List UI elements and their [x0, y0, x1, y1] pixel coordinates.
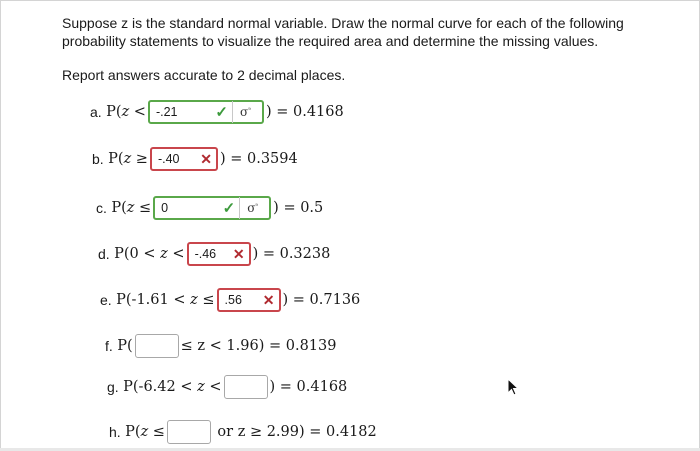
problem-prefix: P(-1.61 < [116, 292, 191, 308]
problem-d [98, 241, 330, 267]
problem-a [90, 99, 344, 125]
problem-prefix: P( [111, 200, 127, 216]
answer-value: .56 [224, 293, 242, 307]
answer-value: -.40 [157, 152, 180, 166]
problem-e [100, 287, 360, 313]
problem-label: d. [98, 246, 110, 262]
answer-input-e[interactable] [217, 288, 281, 312]
problem-h [109, 419, 377, 445]
problem-after: or z ≥ 2.99) = 0.4182 [217, 424, 377, 440]
problem-inequality: z ≥ [123, 151, 148, 167]
problem-inequality: z ≤ [140, 424, 165, 440]
problem-f [105, 333, 336, 359]
problem-label: e. [100, 292, 112, 308]
problem-suffix: ) = 0.4168 [269, 379, 348, 395]
problem-prefix: P( [108, 151, 124, 167]
problem-label: b. [92, 151, 104, 167]
cross-icon: ✕ [262, 291, 275, 308]
problem-label: c. [96, 200, 107, 216]
answer-input-b[interactable] [150, 147, 218, 171]
answer-value: -.46 [194, 247, 217, 261]
problem-suffix: ) = 0.4168 [265, 104, 344, 120]
problem-prefix: P(0 < [114, 246, 161, 262]
answer-input-g[interactable] [224, 375, 268, 399]
problem-label: a. [90, 104, 102, 120]
cross-icon: ✕ [200, 150, 212, 167]
answer-value: -.21 [155, 105, 178, 119]
problem-suffix: ) = 0.3238 [252, 246, 331, 262]
problem-prefix: P( [106, 104, 122, 120]
cross-icon: ✕ [232, 245, 245, 262]
sigma-icon[interactable]: σ $^ᵃ$ [239, 197, 265, 219]
problem-after: ≤ z < 1.96) = 0.8139 [180, 338, 337, 354]
problem-b [92, 146, 298, 172]
check-icon: ✓ [215, 104, 228, 121]
problem-suffix: ) = 0.7136 [282, 292, 361, 308]
problem-label: f. [105, 338, 113, 354]
report-instructions: Report answers accurate to 2 decimal places. [62, 67, 346, 83]
mouse-cursor-icon [507, 378, 521, 398]
check-icon: ✓ [222, 200, 236, 217]
problem-inequality: z < [197, 379, 222, 395]
answer-input-c[interactable] [153, 196, 271, 220]
answer-input-a[interactable] [148, 100, 264, 124]
problem-inequality: z ≤ [190, 292, 215, 308]
question-instructions: Suppose z is the standard normal variable. Draw the normal curve for each of the following probability statements to visualize the required area and determine the missing values. [62, 15, 624, 49]
problem-label: g. [107, 379, 119, 395]
problem-prefix: P( [117, 338, 133, 354]
problem-g [107, 374, 347, 400]
problem-inequality: z < [121, 104, 146, 120]
problem-c [96, 195, 323, 221]
answer-value: 0 [161, 201, 169, 215]
problem-inequality: z ≤ [126, 200, 152, 216]
answer-input-f[interactable] [135, 334, 179, 358]
answer-input-d[interactable] [187, 242, 251, 266]
problem-inequality: z < [160, 246, 185, 262]
problem-prefix: P(-6.42 < [123, 379, 198, 395]
problem-suffix: ) = 0.5 [273, 200, 324, 216]
answer-input-h[interactable] [167, 420, 211, 444]
problem-prefix: P( [125, 424, 141, 440]
problem-suffix: ) = 0.3594 [219, 151, 298, 167]
sigma-icon[interactable]: σ $^ᵃ$ [232, 101, 258, 123]
problem-label: h. [109, 424, 121, 440]
